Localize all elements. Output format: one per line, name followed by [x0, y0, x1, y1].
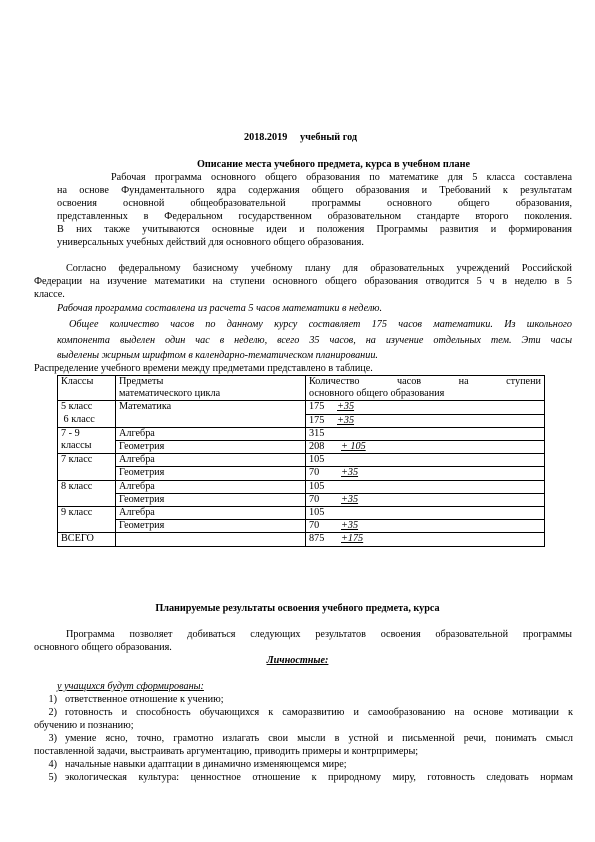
row-class: 9 класс [58, 507, 116, 533]
row-subject: Геометрия [116, 441, 306, 454]
table-row: Геометрия 70 +35 [58, 520, 545, 533]
weekly-hours-note: Рабочая программа составлена из расчета 5 часов математики в неделю. [57, 303, 383, 314]
total-hours-note-line-2: компонента выделен один час в неделю, всего 35 часов, на изучение отдельных тем. Эти часы [57, 335, 572, 346]
students-heading: у учащихся будут сформированы: [57, 681, 204, 692]
total-hours: 875 [309, 533, 325, 545]
row-class: 7 класс [58, 454, 116, 480]
table-row: 9 класс Алгебра 105 [58, 507, 545, 520]
list-item-continuation: обучению и познанию; [34, 720, 134, 731]
row-subject: Геометрия [116, 520, 306, 533]
intro-line-2: на основе Фундаментального ядра содержания общего образования и Требований к результатам [57, 185, 572, 196]
table-row: Геометрия 208 + 105 [58, 441, 545, 454]
row-class: 7 - 9 классы [58, 427, 116, 453]
intro-line-4: представленных в Федеральном государственном образовательном стандарте второго поколения. [57, 211, 572, 222]
year-heading [244, 132, 357, 144]
personal-heading: Личностные: [266, 655, 329, 666]
row-subject: Математика [116, 401, 306, 427]
row-subject: Геометрия [116, 467, 306, 480]
section-title: Описание места учебного предмета, курса в учебном плане [197, 159, 470, 170]
intro-line-5: В них также учитываются основные идеи и положения Программы развития и формирования [57, 224, 572, 235]
table-row: Геометрия 70 +35 [58, 493, 545, 506]
table-total-row [58, 533, 545, 546]
results-title: Планируемые результаты освоения учебного предмета, курса [155, 603, 440, 614]
row-subject: Геометрия [116, 493, 306, 506]
intro-line-3: освоения основной общеобразовательной программы основного общего образования, [57, 198, 572, 209]
table-caption: Распределение учебного времени между предметами представлено в таблице. [34, 363, 373, 374]
row-class: 5 класс [61, 401, 93, 413]
basis-line-1: Согласно федеральному базисному учебному плану для образовательных учреждений Российской [66, 263, 572, 274]
table-header-row [58, 376, 545, 401]
total-extra: +175 [341, 533, 364, 545]
hours-distribution-table [57, 375, 545, 547]
table-row: 7 - 9 классы Алгебра 315 [58, 427, 545, 440]
row-subject: Алгебра [116, 454, 306, 467]
row-subject: Алгебра [116, 507, 306, 520]
results-intro-line-1: Программа позволяет добиваться следующих результатов освоения образовательной программы [66, 629, 572, 640]
table-row: Геометрия 70 +35 [58, 467, 545, 480]
row-class: 6 класс [61, 413, 95, 425]
year-suffix: учебный год [300, 132, 358, 143]
row-subject: Алгебра [116, 427, 306, 440]
year-value: 2018.2019 [244, 132, 288, 143]
document-page: 2018.2019 учебный год Описание места учебного предмета, курса в учебном плане Рабочая программа основного общего образования по математике для 5 класса составлена на основе Фундаментального ядра содержания общего образования и Требований к результатам освоения основной общеобразовательной программы основного общего образования, представленных в Федеральном государственном образовательном стандарте второго поколения. В них также учитываются основные идеи и положения Программы развития и формирования универсальных учебных действий для основного общего образования. Согласно федеральному базисному учебному плану для образовательных учреждений Российской Федерации на изучение математики на ступени основного общего образования отводится 5 ч в неделю в 5 классе. Рабочая программа составлена из расчета 5 часов математики в неделю. Общее количество часов по данному курсу составляет 175 часов математики. Из школьного компонента выделен один час в неделю, всего 35 часов, на изучение отдельных тем. Эти часы выделены жирным шрифтом в календарно-тематическом планировании. Распределение учебного времени между предметами представлено в таблице. Классы Предметы математического цикла Количество часов на ступени основного общего образования 5 класс 6 класс Математика 175 +35 175 +35 7 - 9 классы Алгебра 315 Геометрия 208 + 105 7 класс Алгебра 105 Геометрия 70 +35 8 класс Алгебра 105 Геометрия 70 +35 9 класс Алгебра 105 Геометрия 70 +35 ВСЕГО 875 +175 Планируемые результаты освоения учебного предмета, курса Программа позволяет добиваться следующих результатов освоения образовательной программы основного общего образования. Личностные: у учащихся будут сформированы: 1) ответственное отношение к учению; 2) готовность и способность обучающихся к саморазвитию и самообразованию на основе мотивации к обучению и познанию; 3) умение ясно, точно, грамотно излагать свои мысли в устной и письменной речи, понимать смысл поставленной задачи, выстраивать аргументацию, приводить примеры и контрпримеры; 4) начальные навыки адаптации в динамично изменяющемся мире; 5) экологическая культура: ценностное отношение к природному миру, готовность следовать нормам [0, 0, 595, 842]
intro-line-6: универсальных учебных действий для основного общего образования. [57, 237, 364, 248]
row-subject: Алгебра [116, 480, 306, 493]
total-label: ВСЕГО [58, 533, 116, 546]
basis-line-3: классе. [34, 289, 65, 300]
header-subjects: Предметы математического цикла [116, 376, 306, 401]
total-hours-note-line-1: Общее количество часов по данному курсу составляет 175 часов математики. Из школьного [69, 319, 572, 330]
results-intro-line-2: основного общего образования. [34, 642, 172, 653]
table-row: 8 класс Алгебра 105 [58, 480, 545, 493]
header-hours: Количество часов на ступени основного общего образования [306, 376, 545, 401]
table-row: 5 класс 6 класс Математика 175 +35 175 +35 [58, 401, 545, 427]
list-item-continuation: поставленной задачи, выстраивать аргументацию, приводить примеры и контрпримеры; [34, 746, 419, 757]
table-row: 7 класс Алгебра 105 [58, 454, 545, 467]
row-class: 8 класс [58, 480, 116, 506]
intro-line-1: Рабочая программа основного общего образования по математике для 5 класса составлена [111, 172, 572, 183]
total-hours-note-line-3: выделены жирным шрифтом в календарно-тематическом планировании. [57, 350, 378, 361]
header-classes: Классы [58, 376, 116, 401]
basis-line-2: Федерации на изучение математики на ступени основного общего образования отводится 5 ч в неделю в 5 [34, 276, 572, 287]
